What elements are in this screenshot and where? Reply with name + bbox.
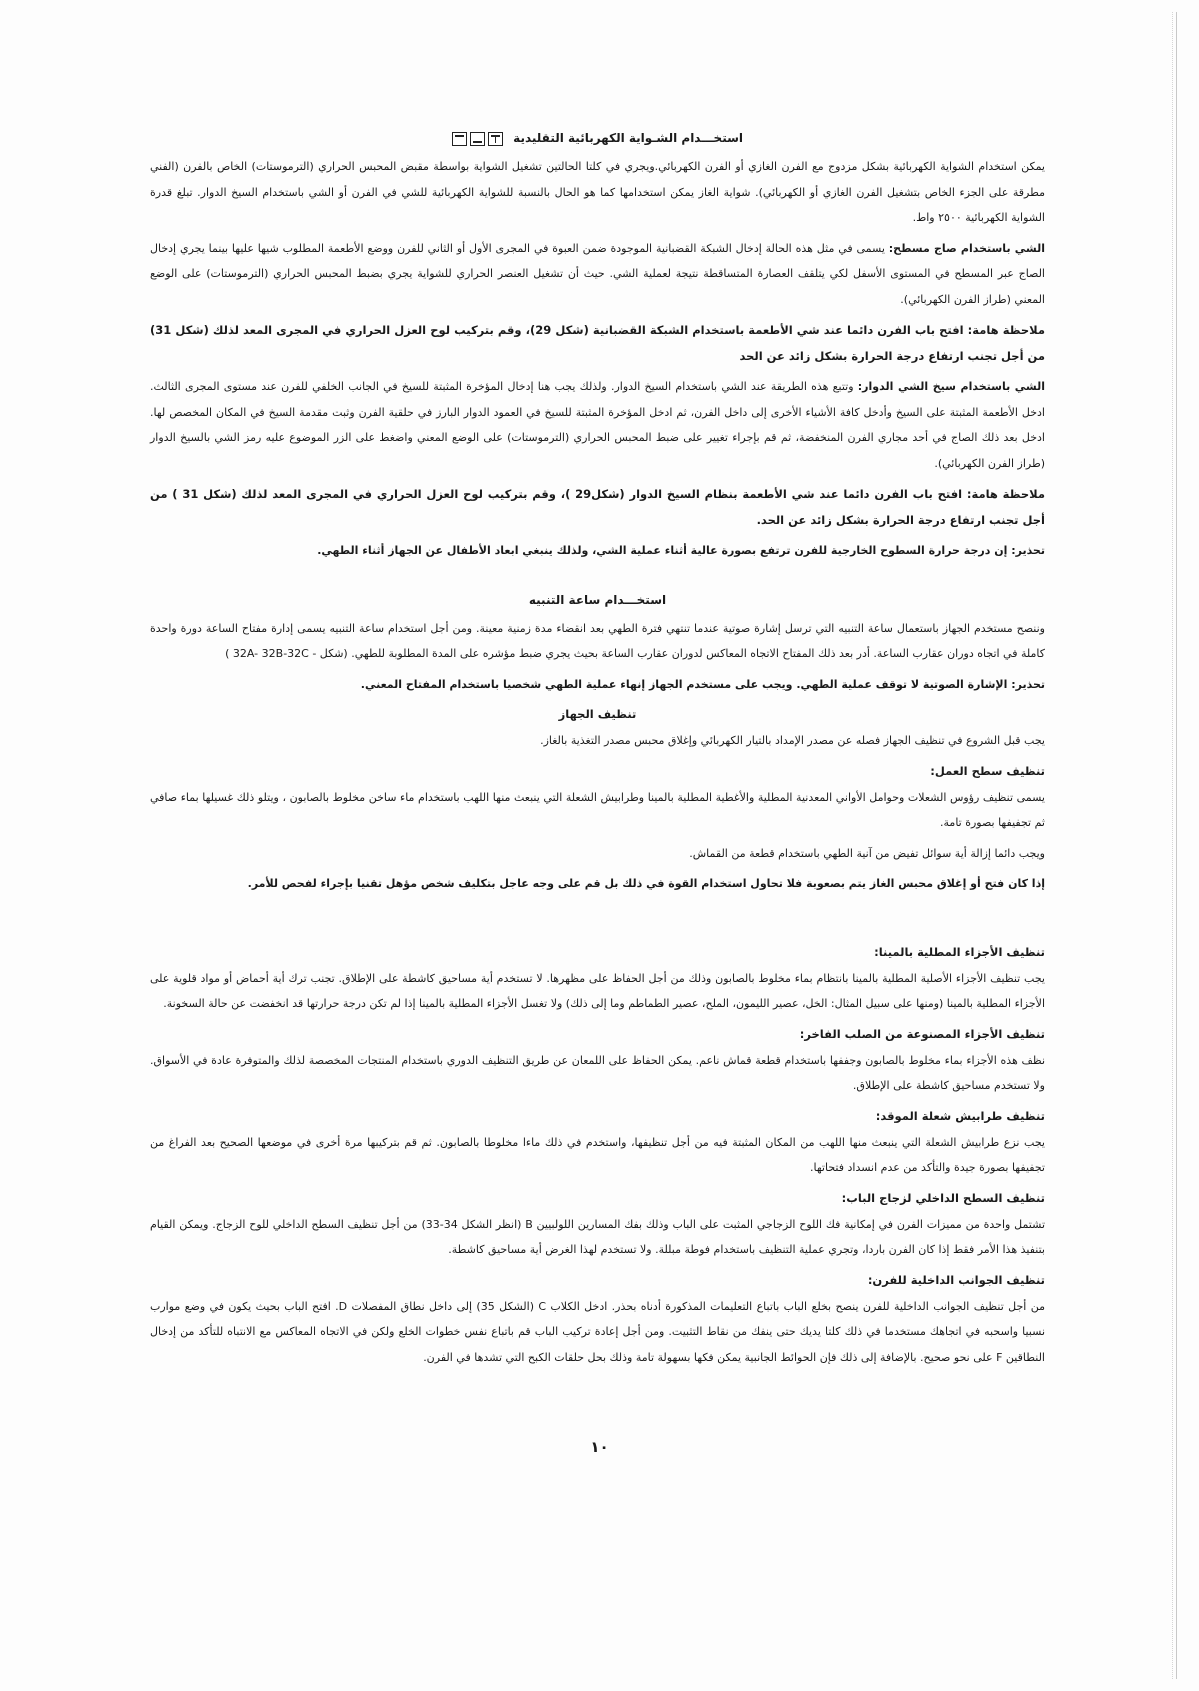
- subheading: تنظيف الجوانب الداخلية للفرن:: [867, 1272, 1045, 1287]
- paragraph-body: يسمى في مثل هذه الحالة إدخال الشبكة القضبانية الموجودة ضمن العبوة في المجرى الأول أو الثاني للفرن ووضع الأطعمة المطلوب شيها عليها بينما يجري إدخال الصاج عبر المسطح في المستوى الأسفل لكي يتلقف العصارة المتساقطة نتيجة لعملية الشي. حيث أن تشغيل العنصر الحراري للشواية يجري بضبط المحبس الحراري (الترموستات) على الوضع المعني (طراز الفرن الكهربائي).: [150, 241, 1045, 306]
- section-title-text: استخـــدام الشـواية الكهربائية التقليدية: [513, 131, 744, 145]
- subheading: تنظيف سطح العمل:: [930, 763, 1045, 778]
- oven-grill-icon: [488, 132, 503, 146]
- oven-top-heat-icon: [452, 132, 467, 146]
- oven-bottom-heat-icon: [470, 132, 485, 146]
- paragraph: يمكن استخدام الشواية الكهربائية بشكل مزدوج مع الفرن الغازي أو الفرن الكهربائي.ويجري في كلتا الحالتين تشغيل الشواية بواسطة مقبض المحبس الحراري (الترموستات) الخاص بالفرن (الفني مطرقة على الجزء الخاص بتشغيل الفرن الغازي أو الكهربائي). شواية الغاز يمكن استخدامها كما هو الحال بالنسبة للشواية الكهربائية للشي في الفرن أو الشي باستخدام السيخ الدوار. تبلغ قدرة الشواية الكهربائية ٢٥٠٠ واط.: [150, 160, 1045, 224]
- paragraph: نظف هذه الأجزاء بماء مخلوط بالصابون وجففها باستخدام قطعة قماش ناعم. يمكن الحفاظ على اللمعان عن طريق التنظيف الدوري باستخدام المنتجات المخصصة لذلك والمتوفرة عادة في الأسواق. ولا تستخدم مساحيق كاشطة على الإطلاق.: [150, 1053, 1045, 1092]
- section-title-cleaning: تنظيف الجهاز: [558, 707, 637, 721]
- important-note: ملاحظة هامة: افتح باب الفرن دائما عند شي الأطعمة بنظام السيخ الدوار (شكل29 )، وقم بتركيب لوح العزل الحراري في المجرى المعد لذلك (شكل 31 ) من أجل تجنب ارتفاع درجة الحرارة بشكل زائد عن الحد.: [150, 487, 1045, 527]
- section-title-timer: استخـــدام ساعة التنبيه: [528, 592, 667, 607]
- paragraph: [150, 236, 1045, 313]
- subheading: تنظيف السطح الداخلي لزجاج الباب:: [841, 1190, 1045, 1205]
- paragraph-lead: الشي باستخدام صاج مسطح:: [888, 241, 1045, 255]
- warning-text: تحذير: الإشارة الصوتية لا توقف عملية الطهي. ويجب على مستخدم الجهاز إنهاء عملية الطهي شخصيا باستخدام المفتاح المعني.: [360, 677, 1045, 691]
- page-number: ١٠: [590, 1438, 609, 1456]
- section-title-grill: [150, 128, 1045, 148]
- page-edge-rule: [1172, 12, 1173, 1679]
- paragraph: وننصح مستخدم الجهاز باستعمال ساعة التنبيه التي ترسل إشارة صوتية عندما تنتهي فترة الطهي بعد انقضاء مدة زمنية معينة. ومن أجل استخدام ساعة التنبيه يسمى إدارة مفتاح الساعة دورة واحدة كاملة في اتجاه دوران عقارب الساعة. أدر بعد ذلك المفتاح الاتجاه المعاكس لدوران عقارب الساعة بحيث يجري ضبط مؤشره على المدة المطلوبة للطهي. (شكل - 32A- 32B-32C ): [150, 621, 1045, 660]
- paragraph-body: وتتبع هذه الطريقة عند الشي باستخدام السيخ الدوار. ولذلك يجب هنا إدخال المؤخرة المثبتة للسيخ في الجانب الخلفي للفرن عند مستوى المجرى الثالث. ادخل الأطعمة المثبتة على السيخ وأدخل كافة الأشياء الأخرى إلى داخل الفرن، ثم ادخل المؤخرة المثبتة للسيخ في العمود الدوار البارز في حلقية الفرن وثبت مقدمة السيخ في المكان المخصص لها. ادخل بعد ذلك الصاج في أحد مجاري الفرن المنخفضة، ثم قم بإجراء تغيير على ضبط المحبس الحراري (الترموستات) على الوضع المعني واضغط على الزر الموضوع عليه رمز الشي بالسيخ الدوار (طراز الفرن الكهربائي).: [150, 380, 1045, 470]
- page-edge-rule: [1176, 12, 1177, 1679]
- document-content: [150, 128, 1045, 1375]
- important-note: ملاحظة هامة: افتح باب الفرن دائما عند شي الأطعمة باستخدام الشبكة القضبانية (شكل 29)، وقم بتركيب لوح العزل الحراري في المجرى المعد لذلك (شكل 31) من أجل تجنب ارتفاع درجة الحرارة بشكل زائد عن الحد: [150, 323, 1046, 363]
- subheading: تنظيف الأجزاء المطلية بالمينا:: [874, 944, 1045, 959]
- oven-mode-icons: [452, 132, 503, 146]
- subheading: تنظيف طرابيش شعلة الموقد:: [875, 1108, 1045, 1123]
- paragraph: يجب تنظيف الأجزاء الأصلية المطلية بالمينا بانتظام بماء مخلوط بالصابون وذلك من أجل الحفاظ على مظهرها. لا تستخدم أية مساحيق كاشطة على الإطلاق. تجنب ترك أية أحماض أو مواد قلوية على الأجزاء المطلية بالمينا (ومنها على سبيل المثال: الخل، عصير الليمون، الملح، عصير الطماطم وما إلى ذلك) ولا تغسل الأجزاء المطلية بالمينا إذا لم تكن درجة حرارتها قد انخفضت عن حالة السخونة.: [150, 971, 1045, 1010]
- paragraph: يجب قبل الشروع في تنظيف الجهاز فصله عن مصدر الإمداد بالتيار الكهربائي وإغلاق محبس مصدر التغذية بالغاز.: [540, 734, 1045, 747]
- paragraph: تشتمل واحدة من مميزات الفرن في إمكانية فك اللوح الزجاجي المثبت على الباب وذلك بفك المسارين اللولبيين B (انظر الشكل 34-33) من أجل تنظيف السطح الداخلي للوح الزجاج. ويمكن القيام بتنفيذ هذا الأمر فقط إذا كان الفرن باردا، وتجري عملية التنظيف باستخدام فوطة مبللة. ولا تستخدم لهذا الغرض أية مساحيق كاشطة.: [150, 1217, 1045, 1256]
- paragraph: يجب نزع طرابيش الشعلة التي ينبعث منها اللهب من المكان المثبتة فيه من أجل تنظيفها، واستخدم في ذلك ماءا مخلوطا بالصابون. ثم قم بتركيبها مرة أخرى في موضعها الصحيح بعد الفراغ من تجفيفها بصورة جيدة والتأكد من عدم انسداد فتحاتها.: [150, 1135, 1045, 1174]
- paragraph: [150, 374, 1045, 476]
- paragraph: إذا كان فتح أو إغلاق محبس الغاز يتم بصعوبة فلا تحاول استخدام القوة في ذلك بل قم على وجه عاجل بتكليف شخص مؤهل تقنيا بإجراء لفحص للأمر.: [247, 877, 1045, 890]
- warning-text: تحذير: إن درجة حرارة السطوح الخارجية للفرن ترتفع بصورة عالية أثناء عملية الشي، ولذلك ينبغي ابعاد الأطفال عن الجهاز أثناء الطهي.: [317, 544, 1045, 557]
- spacer: [150, 902, 1045, 936]
- paragraph: يسمى تنظيف رؤوس الشعلات وحوامل الأواني المعدنية المطلية والأغطية المطلية بالمينا وطرابيش الشعلة التي ينبعث منها اللهب باستخدام ماء ساخن مخلوط بالصابون ، ويتلو ذلك غسيلها بماء صافي ثم تجفيفها بصورة تامة.: [150, 790, 1045, 829]
- paragraph: من أجل تنظيف الجوانب الداخلية للفرن ينصح بخلع الباب باتباع التعليمات المذكورة أدناه بحذر. ادخل الكلاب C (الشكل 35) إلى داخل نطاق المفصلات D. افتح الباب بحيث يكون في وضع موارب نسبيا واسحبه في اتجاهك مستخدما في ذلك كلتا يديك حتى ينفك من نقاط التثبيت. ومن أجل إعادة تركيب الباب قم باتباع نفس خطوات الخلع ولكن في الاتجاه المعاكس مع الانتباه للتأكد من إدخال النطاقين F على نحو صحيح. بالإضافة إلى ذلك فإن الحوائط الجانبية يمكن فكها بسهولة تامة وذلك بحل حلقات الكبح التي تشدها في الفرن.: [150, 1299, 1045, 1364]
- paragraph-lead: الشي باستخدام سيخ الشي الدوار:: [857, 380, 1045, 393]
- paragraph: ويجب دائما إزالة أية سوائل تفيض من آنية الطهي باستخدام قطعة من القماش.: [689, 846, 1045, 860]
- subheading: تنظيف الأجزاء المصنوعة من الصلب الفاخر:: [799, 1026, 1045, 1041]
